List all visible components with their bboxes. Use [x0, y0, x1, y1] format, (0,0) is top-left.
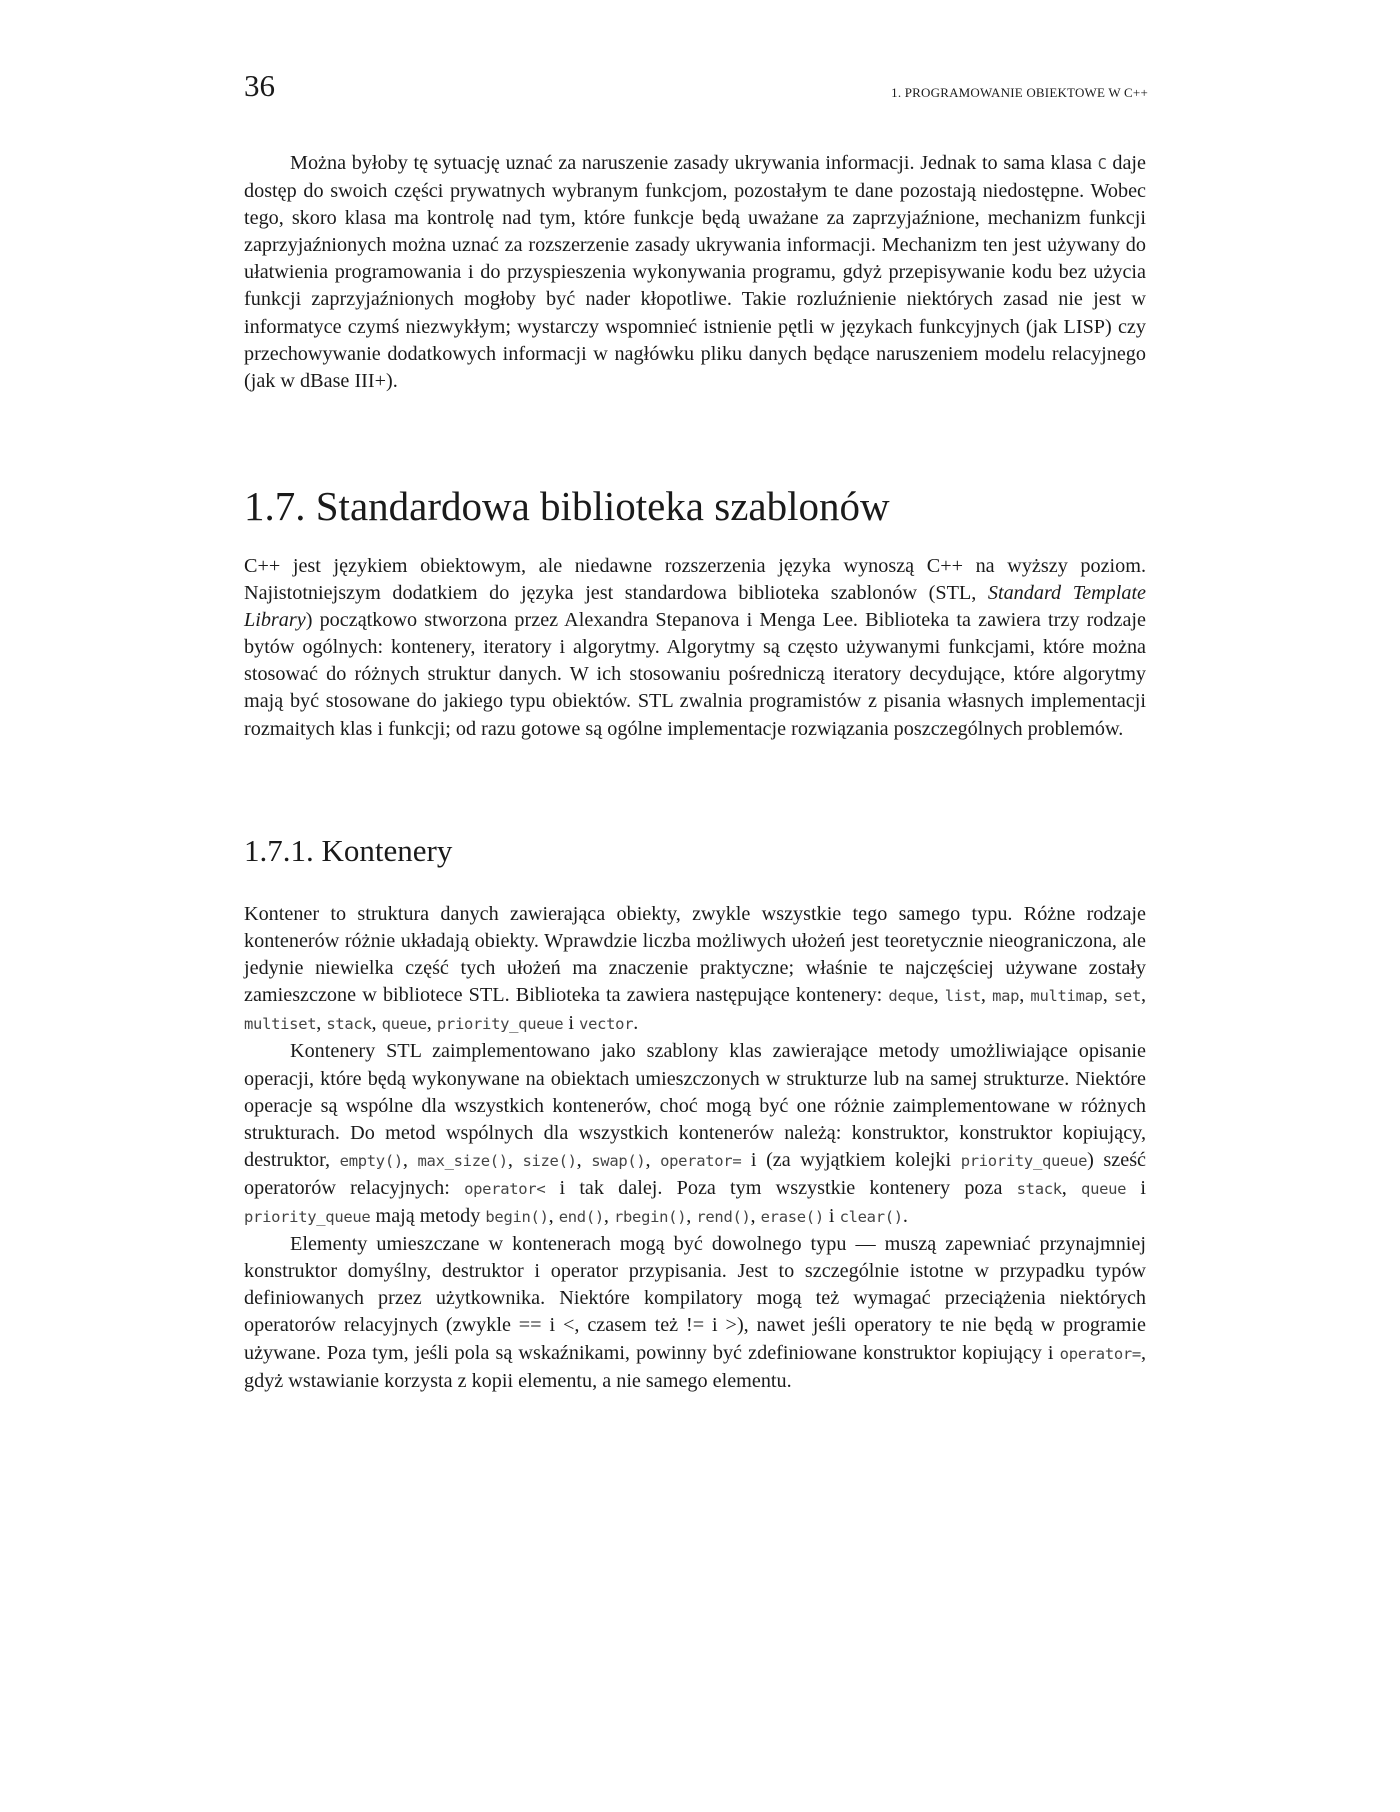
text-run: mają metody [370, 1205, 486, 1228]
text-run: , [426, 1012, 437, 1035]
text-run: , [686, 1205, 697, 1228]
text-run: , [645, 1148, 661, 1171]
text-run: , [316, 1012, 327, 1035]
code-inline: operator= [660, 1151, 742, 1170]
code-inline: list [944, 987, 981, 1006]
text-run: Kontenery STL zaimplementowano jako szablony klas zawierające metody umożliwiające opisanie operacji, które będą wykonywane na obiektach umieszczonych w strukturze lub na samej strukturze. Niektóre operacje są wspólne dla wszystkich kontenerów, choć mogą być one różnie zaimplementowane w różnych strukturach. Do metod wspólnych dla wszystkich kontenerów należą: konstruktor, konstruktor kopiujący, destruktor, [244, 1040, 1146, 1171]
text-run: , [603, 1205, 614, 1228]
text-run: , [1019, 984, 1031, 1007]
text-run: i (za wyjątkiem kolejki [741, 1148, 961, 1171]
code-inline: priority_queue [244, 1208, 371, 1227]
section-paragraph [244, 553, 1146, 743]
code-inline: priority_queue [436, 1015, 564, 1034]
text-run: ) sześć operatorów relacyjnych: [244, 1148, 1147, 1199]
code-inline: multiset [244, 1015, 317, 1034]
code-inline: erase() [760, 1208, 824, 1227]
code-inline: map [992, 987, 1020, 1006]
text-run: i [1126, 1176, 1146, 1199]
text-run: , [402, 1148, 418, 1171]
code-inline: stack [1016, 1179, 1062, 1198]
text-run: ) początkowo stworzona przez Alexandra Stepanova i Menga Lee. Biblioteka ta zawiera trzy rodzaje bytów ogólnych: kontenery, iteratory i algorytmy. Algorytmy są często używanymi funkcjami, które można stosować do różnych struktur danych. W ich stosowaniu pośredniczą iteratory decydujące, które algorytmy mają być stosowane do jakiego typu obiektów. STL zwalnia programistów z pisania własnych implementacji rozmaitych klas i funkcji; od razu gotowe są ogólne implementacje rozwiązania poszczególnych problemów. [244, 609, 1146, 740]
text-run: , [1102, 984, 1114, 1007]
code-inline: swap() [591, 1151, 646, 1170]
text-run: i [563, 1012, 580, 1035]
text-run: , [371, 1012, 382, 1035]
code-inline: begin() [485, 1208, 549, 1227]
code-inline: multimap [1030, 987, 1103, 1006]
paragraph-containers-intro [244, 901, 1146, 1038]
text-run: , [1141, 984, 1147, 1007]
code-inline: max_size() [417, 1151, 508, 1170]
code-inline: deque [888, 987, 934, 1006]
code-inline: clear() [839, 1208, 903, 1227]
running-head: 1. PROGRAMOWANIE OBIEKTOWE W C++ [891, 85, 1148, 100]
text-run: , [1061, 1176, 1082, 1199]
code-inline: rbegin() [613, 1208, 687, 1227]
text-run: , [933, 984, 945, 1007]
paragraph-element-requirements [244, 1231, 1146, 1395]
code-inline: end() [558, 1208, 604, 1227]
code-inline: priority_queue [960, 1151, 1088, 1170]
text-run: Można byłoby tę sytuację uznać za naruszenie zasady ukrywania informacji. Jednak to sama klasa [290, 152, 1098, 174]
code-inline: operator= [1059, 1344, 1141, 1363]
code-inline: stack [326, 1015, 372, 1034]
text-run: , gdyż wstawianie korzysta z kopii elementu, a nie samego elementu. [244, 1341, 1146, 1392]
code-inline: rend() [696, 1208, 751, 1227]
section-heading: 1.7. Standardowa biblioteka szablonów [244, 483, 890, 529]
code-inline: vector [579, 1015, 634, 1034]
text-run: , [576, 1148, 592, 1171]
code-inline: set [1113, 987, 1141, 1006]
subsection-body [244, 901, 1146, 1395]
page-number: 36 [244, 68, 275, 103]
code-inline: queue [1081, 1179, 1127, 1198]
paragraph-text [244, 150, 1146, 395]
text-run: Elementy umieszczane w kontenerach mogą być dowolnego typu — muszą zapewniać przynajmniej konstruktor domyślny, destruktor i operator przypisania. Jest to szczególnie istotne w przypadku typów definiowanych przez użytkownika. Niektóre kompilatory mogą też wymagać przeciążenia niektórych operatorów relacyjnych (zwykle == i <, czasem też != i >), nawet jeśli operatory te nie będą w programie używane. Poza tym, jeśli pola są wskaźnikami, powinny być zdefiniowane konstruktor kopiujący i [244, 1233, 1146, 1364]
paragraph-container-methods [244, 1038, 1146, 1231]
paragraph-text [244, 553, 1146, 743]
subsection-heading: 1.7.1. Kontenery [244, 833, 453, 868]
italic-term: Standard Template Library [244, 582, 1147, 632]
text-run: Kontener to struktura danych zawierająca obiekty, zwykle wszystkie tego samego typu. Różne rodzaje kontenerów różnie układają obiekty. Wprawdzie liczba możliwych ułożeń jest teoretycznie nieograniczona, ale jedynie niewielka część tych ułożeń ma znaczenie praktyczne; właśnie te najczęściej używane zostały zamieszczone w bibliotece STL. Biblioteka ta zawiera następujące kontenery: [244, 903, 1146, 1007]
code-inline: empty() [339, 1151, 403, 1170]
text-run: , [548, 1205, 559, 1228]
text-run: , [507, 1148, 523, 1171]
text-run: daje dostęp do swoich części prywatnych wybranym funkcjom, pozostałym te dane pozostają niedostępne. Wobec tego, skoro klasa ma kontrolę nad tym, które funkcje będą uważane za zaprzyjaźnione, mechanizm funkcji zaprzyjaźnionych można uznać za rozszerzenie zasady ukrywania informacji. Mechanizm ten jest używany do ułatwienia programowania i do przyspieszenia wykonywania programu, gdyż przepisywanie kodu bez użycia funkcji zaprzyjaźnionych mogłoby być nader kłopotliwe. Takie rozluźnienie niektórych zasad nie jest w informatyce czymś niezwykłym; wystarczy wspomnieć istnienie pętli w językach funkcyjnych (jak LISP) czy przechowywanie dodatkowych informacji w nagłówku pliku danych będące naruszeniem modelu relacyjnego (jak w dBase III+). [244, 152, 1147, 392]
text-run: i tak dalej. Poza tym wszystkie kontenery poza [545, 1176, 1017, 1199]
code-inline: operator< [464, 1179, 546, 1198]
text-run: . [633, 1012, 639, 1035]
text-run: . [902, 1205, 908, 1228]
text-run: , [750, 1205, 761, 1228]
code-inline: queue [381, 1015, 427, 1034]
code-inline: C [1097, 155, 1107, 173]
text-run: i [823, 1205, 840, 1228]
text-run: , [980, 984, 993, 1007]
intro-paragraph [244, 150, 1146, 395]
text-run: C++ jest językiem obiektowym, ale niedawne rozszerzenia języka wynoszą C++ na wyższy poziom. Najistotniejszym dodatkiem do języka jest standardowa biblioteka szablonów (STL, [244, 555, 1146, 605]
code-inline: size() [522, 1151, 577, 1170]
